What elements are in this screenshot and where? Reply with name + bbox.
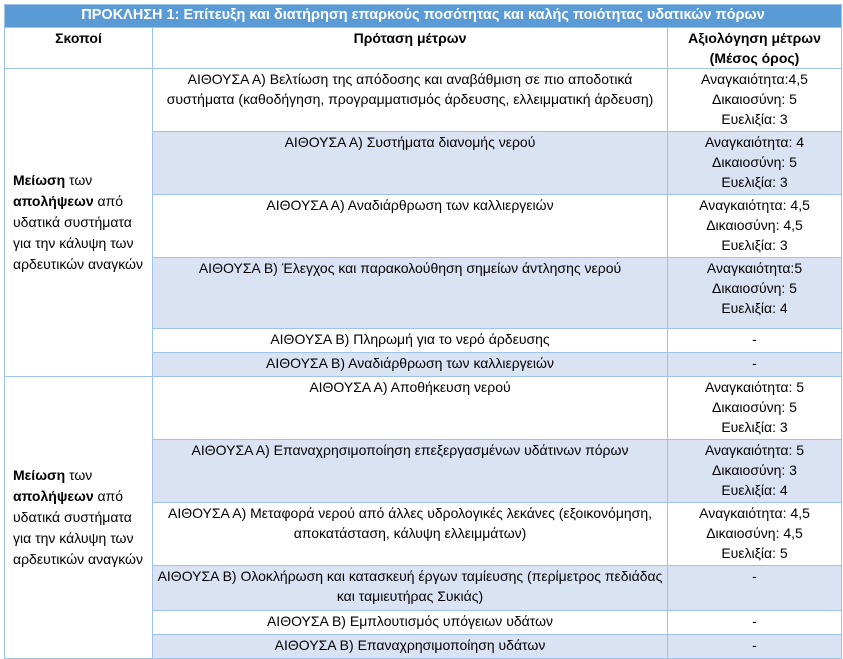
table-row [5,377,842,440]
evaluation-line: Αναγκαιότητα:5 [706,260,803,276]
aim-text-text2: από υδατικά συστήματα για την κάλυψη των αρδευτικών αναγκών [13,193,143,272]
evaluation-line: Ευελιξία: 4 [721,482,788,498]
evaluation-line: Ευελιξία: 4 [721,300,788,316]
evaluation-line: Αναγκαιότητα: 5 [704,442,805,458]
evaluation-line: - [752,637,757,653]
evaluation-cell [668,329,842,353]
evaluation-cell [668,69,842,132]
measure-cell: ΑΙΘΟΥΣΑ Β) Επαναχρησιμοποίηση υδάτων [153,635,668,659]
evaluation-line: - [752,568,757,584]
table-body [5,69,842,659]
evaluation-line: Αναγκαιότητα: 5 [704,379,805,395]
aim-text-text1: των [65,172,93,188]
title-row [5,5,842,28]
evaluation-line: Δικαιοσύνη: 4,5 [706,217,803,233]
aim-text-text1: των [65,467,93,483]
header-evaluation-line2: (Μέσος όρος) [709,50,800,66]
measure-cell: ΑΙΘΟΥΣΑ Α) Αναδιάρθρωση των καλλιεργειών [153,195,668,258]
evaluation-line: Αναγκαιότητα:4,5 [701,71,808,87]
evaluation-line: Δικαιοσύνη: 5 [712,91,797,107]
evaluation-cell [668,132,842,195]
evaluation-line: Ευελιξία: 3 [721,111,788,127]
measure-cell: ΑΙΘΟΥΣΑ Α) Επαναχρησιμοποίηση επεξεργασμένων υδάτινων πόρων [153,440,668,503]
evaluation-line: Ευελιξία: 3 [721,237,788,253]
evaluation-line: Αναγκαιότητα: 4,5 [699,505,810,521]
header-evaluation [668,28,842,69]
evaluation-line: Δικαιοσύνη: 5 [712,154,797,170]
measure-cell: ΑΙΘΟΥΣΑ Β) Έλεγχος και παρακολούθηση σημείων άντλησης νερού [153,258,668,329]
evaluation-line: Αναγκαιότητα: 4,5 [699,197,810,213]
measure-cell: ΑΙΘΟΥΣΑ Β) Πληρωμή για το νερό άρδευσης [153,329,668,353]
measure-cell: ΑΙΘΟΥΣΑ Α) Αποθήκευση νερού [153,377,668,440]
evaluation-line: Ευελιξία: 5 [721,545,788,561]
measure-cell: ΑΙΘΟΥΣΑ Β) Αναδιάρθρωση των καλλιεργειών [153,353,668,377]
measure-cell: ΑΙΘΟΥΣΑ Β) Εμπλουτισμός υπόγειων υδάτων [153,611,668,635]
evaluation-cell [668,195,842,258]
aim-text-bold1: Μείωση [13,172,66,188]
evaluation-cell [668,377,842,440]
evaluation-line: - [752,613,757,629]
evaluation-cell [668,635,842,659]
measures-table [4,4,842,659]
header-measures: Πρόταση μέτρων [153,28,668,69]
aim-text-bold2: απολήψεων [13,193,94,209]
measure-cell: ΑΙΘΟΥΣΑ Α) Συστήματα διανομής νερού [153,132,668,195]
measure-cell: ΑΙΘΟΥΣΑ Α) Μεταφορά νερού από άλλες υδρολογικές λεκάνες (εξοικονόμηση, αποκατάσταση, κάλυψη ελλειμμάτων) [153,503,668,566]
table-row [5,69,842,132]
evaluation-cell [668,353,842,377]
evaluation-line: - [752,355,757,371]
evaluation-cell [668,440,842,503]
evaluation-line: Δικαιοσύνη: 5 [712,280,797,296]
header-aims: Σκοποί [5,28,153,69]
header-evaluation-line1: Αξιολόγηση μέτρων [688,30,821,46]
aim-cell [5,377,153,659]
evaluation-cell [668,503,842,566]
evaluation-line: Δικαιοσύνη: 4,5 [706,525,803,541]
aim-text-bold1: Μείωση [13,467,66,483]
evaluation-cell [668,258,842,329]
evaluation-line: Δικαιοσύνη: 3 [712,462,797,478]
evaluation-line: Ευελιξία: 3 [721,174,788,190]
table-title: ΠΡΟΚΛΗΣΗ 1: Επίτευξη και διατήρηση επαρκούς ποσότητας και καλής ποιότητας υδατικών πόρων [5,5,842,28]
aim-text-bold2: απολήψεων [13,488,94,504]
evaluation-line: - [752,331,757,347]
measure-cell: ΑΙΘΟΥΣΑ Α) Βελτίωση της απόδοσης και αναβάθμιση σε πιο αποδοτικά συστήματα (καθοδήγηση, προγραμματισμός άρδευσης, ελλειμματική άρδευση) [153,69,668,132]
evaluation-line: Δικαιοσύνη: 5 [712,399,797,415]
evaluation-line: Αναγκαιότητα: 4 [704,134,805,150]
evaluation-cell [668,566,842,611]
aim-text-text2: από υδατικά συστήματα για την κάλυψη των αρδευτικών αναγκών [13,488,143,567]
measure-cell: ΑΙΘΟΥΣΑ Β) Ολοκλήρωση και κατασκευή έργων ταμίευσης (περίμετρος πεδιάδας και ταμιευτήρας Συκιάς) [153,566,668,611]
header-row [5,28,842,69]
evaluation-cell [668,611,842,635]
aim-cell [5,69,153,377]
evaluation-line: Ευελιξία: 3 [721,419,788,435]
